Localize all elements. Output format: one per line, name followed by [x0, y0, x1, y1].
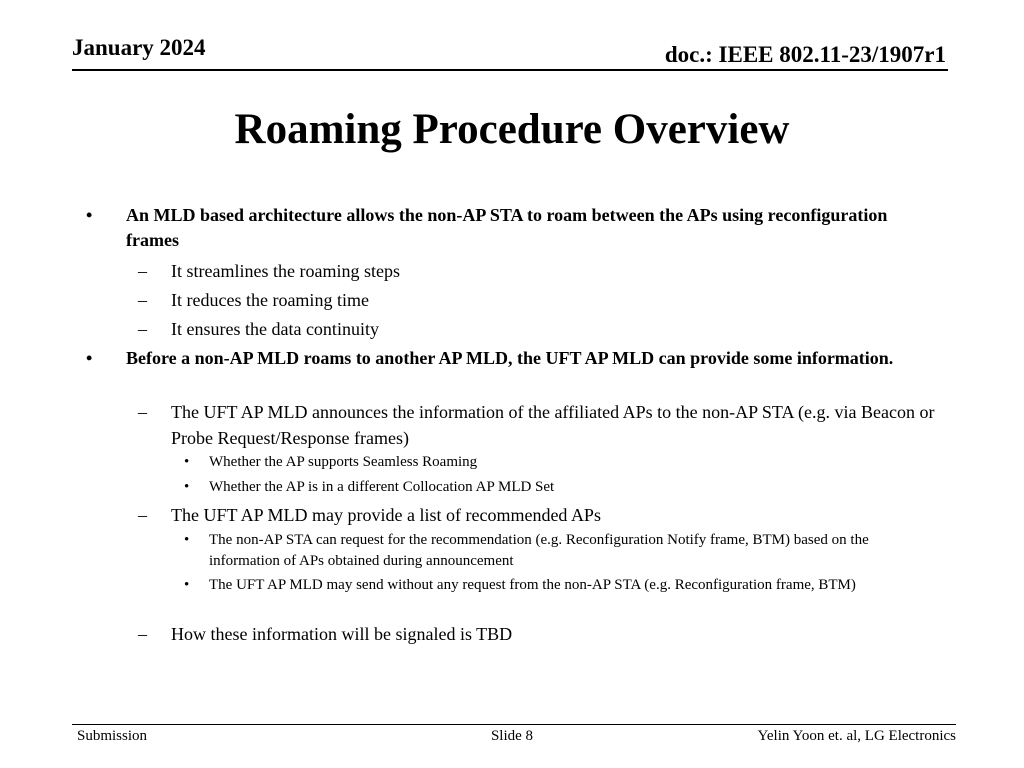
header-date: January 2024 [72, 35, 206, 60]
bullet-2-sub-1-item-2-text: Whether the AP is in a different Collocation AP MLD Set [209, 479, 555, 495]
dash-marker: – [138, 290, 147, 310]
bullet-1-sub-1-text: It streamlines the roaming steps [171, 261, 400, 281]
bullet-marker: • [86, 205, 93, 225]
bullet-2-sub-2-text: The UFT AP MLD may provide a list of recommended APs [171, 505, 601, 525]
dash-marker: – [138, 505, 147, 525]
footer-author: Yelin Yoon et. al, LG Electronics [757, 728, 956, 744]
bullet-marker: • [184, 532, 190, 548]
dash-marker: – [138, 402, 147, 422]
bullet-marker: • [184, 454, 190, 470]
footer-submission: Submission [77, 728, 148, 744]
footer-slide-number: Slide 8 [490, 728, 534, 744]
bullet-2-sub-2-item-1-text: The non-AP STA can request for the recommendation (e.g. Reconfiguration Notify frame, BTM) based on the information of APs obtained during announcement [209, 532, 869, 569]
header-divider [72, 69, 948, 71]
slide-title: Roaming Procedure Overview [234, 106, 790, 153]
bullet-1-sub-2-text: It reduces the roaming time [171, 290, 369, 310]
bullet-1-text: An MLD based architecture allows the non-AP STA to roam between the APs using reconfiguration frames [126, 205, 888, 250]
bullet-marker: • [184, 577, 190, 593]
bullet-2-text: Before a non-AP MLD roams to another AP MLD, the UFT AP MLD can provide some information. [126, 348, 894, 368]
header-doc-id: doc.: IEEE 802.11-23/1907r1 [664, 42, 946, 67]
bullet-marker: • [184, 479, 190, 495]
bullet-2-sub-1-item-1-text: Whether the AP supports Seamless Roaming [209, 454, 478, 470]
bullet-2-sub-2-item-2-text: The UFT AP MLD may send without any request from the non-AP STA (e.g. Reconfiguration frame, BTM) [209, 577, 856, 593]
dash-marker: – [138, 624, 147, 644]
dash-marker: – [138, 261, 147, 281]
bullet-1-sub-3-text: It ensures the data continuity [171, 319, 379, 339]
bullet-2-sub-3-text: How these information will be signaled is TBD [171, 624, 513, 644]
bullet-2-sub-1-text: The UFT AP MLD announces the information of the affiliated APs to the non-AP STA (e.g. via Beacon or Probe Request/Response frames) [171, 402, 935, 448]
dash-marker: – [138, 319, 147, 339]
bullet-marker: • [86, 348, 93, 368]
footer-divider [72, 724, 956, 725]
